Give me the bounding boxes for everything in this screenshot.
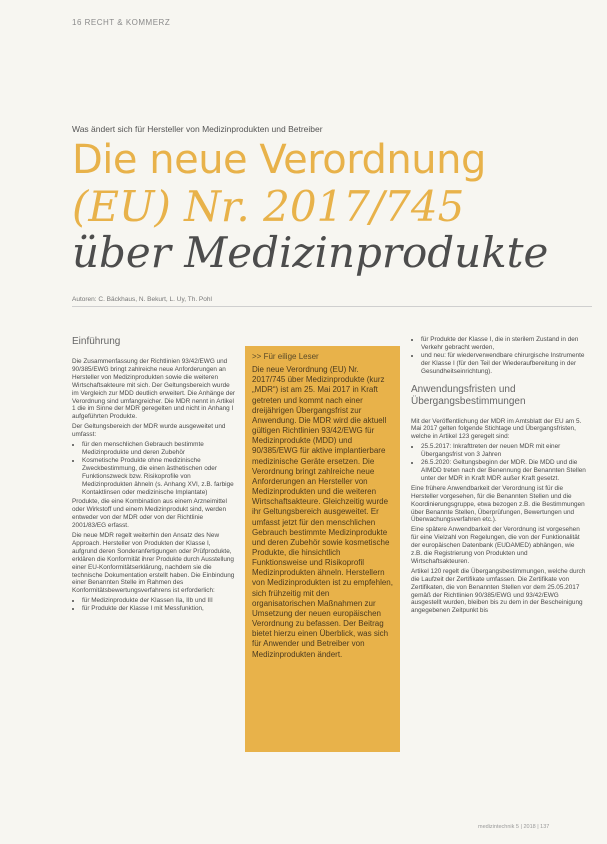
headline-line-2: (EU) Nr. 2017/745 — [72, 182, 465, 231]
list-item: • Kosmetische Produkte ohne medizinische Zweckbestimmung, die einen ästhetischen oder Funktionszweck bzw. Risikoprofile von Medizinprodukten ähneln (s. Anhang XVI, z.B. farbige Kontaktlinsen oder medizinische Implantate) — [82, 457, 236, 497]
paragraph: Mit der Veröffentlichung der MDR im Amtsblatt der EU am 5. Mai 2017 gelten folgende Stichtage und Übergangsfristen, welche in Artikel 123 geregelt sind: — [411, 417, 582, 441]
list-item: • 25.5.2017: Inkrafttreten der neuen MDR mit einer Übergangsfrist von 3 Jahren — [421, 443, 587, 459]
bullet-list — [72, 441, 236, 496]
quick-reader-box — [245, 346, 400, 752]
list-item: • für Medizinprodukte der Klassen IIa, IIb und III — [82, 597, 236, 605]
paragraph: Der Geltungsbereich der MDR wurde ausgeweitet und umfasst: — [72, 423, 226, 439]
section-heading-introduction: Einführung — [72, 336, 121, 347]
paragraph: Die neue MDR regelt weiterhin den Ansatz des New Approach. Hersteller von Produkten der Klasse I, aufgrund deren Sonderanfertigungen oder Prüfprodukte, erklären die Konformität ihrer Produkte durch Ausstellung einer EU-Konformitätserklärung, nachdem sie die technische Dokumentation erstellt haben. Die Einbindung einer Benannten Stelle im Rahmen des Konformitätsbewertungsverfahrens ist erforderlich: — [72, 532, 235, 595]
list-item: • 26.5.2020: Geltungsbeginn der MDR. Die MDD und die AIMDD treten nach der Benennung der Benannten Stellen unter der MDR in Kraft MDR außer Kraft gesetzt. — [421, 459, 587, 483]
box-text: Die neue Verordnung (EU) Nr. 2017/745 über Medizinprodukte (kurz „MDR“) ist am 25. Mai 2017 in Kraft getreten und kommt nach einer dreijährigen Übergangsfrist zur Anwendung. Die MDR wird die aktuell gültigen Richtlinien 93/42/EWG für Medizinprodukte (MDD) und 90/385/EWG für aktive implantierbare medizinische Geräte ersetzen. Die Verordnung bringt zahlreiche neue Anforderungen an Hersteller von Medizinprodukten und die weiteren Wirtschaftsakteure. Gleichzeitig wurde ihr Geltungsbereich ausgeweitet. Er umfasst jetzt für den menschlichen Gebrauch bestimmte Medizinprodukte und deren Zubehör sowie kosmetische Produkte, die hinsichtlich Funktionsweise und Risikoprofil Medizinprodukten ähneln. Herstellern von Medizinprodukten ist zu empfehlen, sich frühzeitig mit den organisatorischen Maßnahmen zur Umsetzung der neuen europäischen Verordnung zu befassen. Der Beitrag bietet hierzu einen Überblick, was sich für Anwender und Betreiber von Medizinprodukten ändert. — [252, 365, 393, 659]
list-item: • und neu: für wiederverwendbare chirurgische Instrumente der Klasse I (für den Teil der Wiederaufbereitung in der Gesundheitseinrichtung). — [421, 352, 587, 376]
paragraph: Eine spätere Anwendbarkeit der Verordnung ist vorgesehen für eine Vielzahl von Regelungen, die von der Funktionalität der europäischen Datenbank (EUDAMED) abhängen, wie z.B. die Registrierung von Produkten und Wirtschaftsakteuren. — [411, 526, 580, 565]
list-item: • für Produkte der Klasse I, die in sterilem Zustand in den Verkehr gebracht werden, — [421, 336, 587, 352]
box-title: >> Für eilige Leser — [252, 352, 319, 361]
authors-line: Autoren: C. Bäckhaus, N. Bekurt, L. Uy, Th. Pohl — [72, 296, 212, 303]
section-heading-deadlines: Anwendungsfristen und Übergangsbestimmungen — [411, 383, 526, 407]
right-column — [411, 336, 587, 617]
page-footer: medizintechnik 5 | 2018 | 137 — [478, 824, 550, 830]
list-item: • für Produkte der Klasse I mit Messfunktion, — [82, 605, 236, 613]
left-column — [72, 336, 236, 615]
bullet-list — [72, 597, 236, 613]
divider-rule — [72, 306, 592, 307]
paragraph: Artikel 120 regelt die Übergangsbestimmungen, welche durch die Laufzeit der Zertifikate umfassen. Die Zertifikate von Zertifikaten, die von Benannten Stellen vor dem 25.05.2017 gemäß der Richtlinien 90/385/EWG und 93/42/EWG ausgestellt wurden, bleiben bis zu dem in der Bescheinigung angegebenen Zeitpunkt bis — [411, 567, 586, 615]
paragraph: Eine frühere Anwendbarkeit der Verordnung ist für die Hersteller vorgesehen, für die Benannten Stellen und die Koordinierungsgruppe, etwa bezogen z.B. die Bestimmungen über Benannte Stellen, Überprüfungen, Bewertungen und Überwachungsverfahren etc.). — [411, 484, 585, 524]
section-header: 16 RECHT & KOMMERZ — [72, 18, 171, 27]
bullet-list — [411, 443, 587, 483]
list-item: • für den menschlichen Gebrauch bestimmte Medizinprodukte und deren Zubehör — [82, 441, 236, 457]
article-headline — [72, 137, 552, 277]
paragraph: Die Zusammenfassung der Richtlinien 93/42/EWG und 90/385/EWG bringt zahlreiche neue Anforderungen an Hersteller von Medizinprodukten sowie die weiteren Wirtschaftsakteure mit sich. Der Geltungsbereich wurde im Vergleich zur MDD deutlich erweitert. Die Anhänge der Verordnung sind umfangreicher. Die MDR nennt in Artikel 1 die im Sinne der MDR geregelten und nicht in Anhang I aufgeführten Produkte. — [72, 358, 236, 421]
bullet-list — [411, 336, 587, 376]
headline-line-3: über Medizinprodukte — [72, 228, 549, 277]
headline-line-1: Die neue Verordnung — [72, 137, 486, 183]
paragraph: Produkte, die eine Kombination aus einem Arzneimittel oder Wirkstoff und einem Medizinprodukt sind, werden entweder von der MDR oder von der Richtlinie 2001/83/EG erfasst. — [72, 498, 227, 530]
article-kicker: Was ändert sich für Hersteller von Medizinprodukten und Betreiber — [72, 124, 323, 134]
